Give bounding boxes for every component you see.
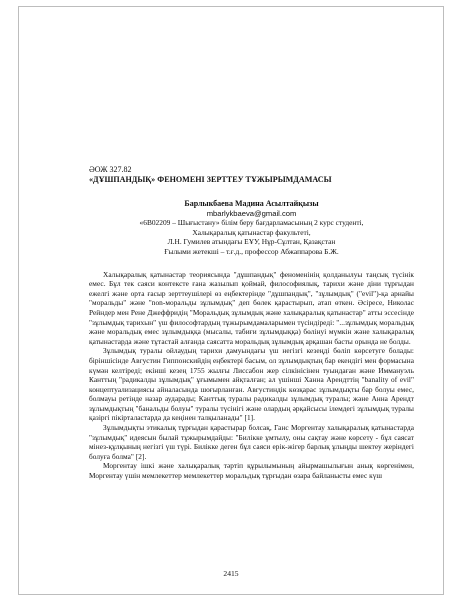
author-name: Барлыкбаева Мадина Асылтайқызы [184,199,319,208]
udk-code: ӘОЖ 327.82 [89,165,132,174]
author-email: mbarlykbaeva@gmail.com [206,208,297,218]
document-page [18,6,444,595]
page-content [89,165,414,481]
affiliation-line: Л.Н. Гумилев атындағы ЕҰУ, Нұр-Сұлтан, Қазақстан [167,237,336,247]
article-title: «ДҰШПАНДЫҚ» ФЕНОМЕНІ ЗЕРТТЕУ ТҰЖЫРЫМДАМАСЫ [89,175,332,184]
paragraph: Халықаралық қатынастар теориясында "дұшпандық" феноменінің қолданылуы таңсық түсінік емес. Бұл тек саяси контексте ғана жазылып қоймай, философиялық, тарихи және діни тұрғыдан ежелгі және орта ғасыр зерттеушілері өз еңбектерінде "дұшпандық", "зұлымдық" ("evil")-қа арнайы "моральды" және "non-моральды зұлымдық" деп бөлек қарастырып, атап өткен. Әсіресе, Николас Рейндер мен Рене Джеффридің "Моральдық зұлымдық және халықаралық қатынастар" атты эссесінде "зұлымдық тарихын" үш философтардың тұжырымдамаларымен түсіндіреді: "...зұлымдық моральдық және моральдық емес зұлымдыққа (мысалы, табиғи зұлымдыққа) бөлінуі мүмкін және халықаралық қатынастарда және тұтастай алғанда саясатта моральдық зұлымдық арқашан басты орында не болды. [89,269,414,346]
paragraph: Моргентау ішкі және халықаралық тәртіп құрылымының айырмашылығын анық көргенімен, Моргентау үшін мемлекеттер мемлекеттер моральдық тұрғыдан өзара байланысты емес күш [89,461,414,481]
paragraph: Зұлымдық туралы ойлаудың тарихи дамуындағы үш негізгі кезеңді бөліп көрсетуге болады: біріншісінде Августин Гиппонскийдің еңбектері басым, ол зұлымдықтың бар екендігі мен формасына күмән келтіреді; екінші кезең 1755 жылғы Лиссабон жер сілкінісінен туындаған және Иммануэль Канттың "радикалды зұлымдық" ұғымымен айқталған; ал үшінші Ханна Арендттің "banality of evil" концептуализациясы айналасында шоғырланған. Августиндік көзқарас зұлымдықты бар болуы емес, болмауы ретінде назар аударады; Канттық туралы радикалды зұлымдық туралы; және Анна Арендт зұлымдықтың "банальды болуы" туралы түсінігі және олардың әрқайсысы ілемдегі зұлымдық туралы қазіргі пікірталастарда да кеңінен талқыланады" [1]. [89,346,414,423]
affiliation-line: Халықаралық қатынастар факультеті, [192,227,311,237]
affiliation-line: Ғылыми жетекші – т.ғ.д., профессор Абжаппарова Б.Ж. [164,246,339,256]
paragraph: Зұлымдықты этикалық тұрғыдан қарастырар болсақ, Ганс Моргентау халықаралық қатынастарда "зұлымдық" идеясын былай тұжырымдайды: "Билікке ұмтылу, оны сақтау және көрсету - бұл саясат мінез-құлқының негізгі үш түрі. Билікке деген бұл саяси ерік-жігер барлық ұлыңды шектеу жеріндегі болуға болма" [2]. [89,423,414,461]
affiliation-line: «6В02209 – Шығыстану» білім беру бағдарламасының 2 курс студенті, [139,218,364,228]
page-number: 2415 [223,569,239,578]
author-block [89,199,414,257]
body-text [89,270,414,481]
